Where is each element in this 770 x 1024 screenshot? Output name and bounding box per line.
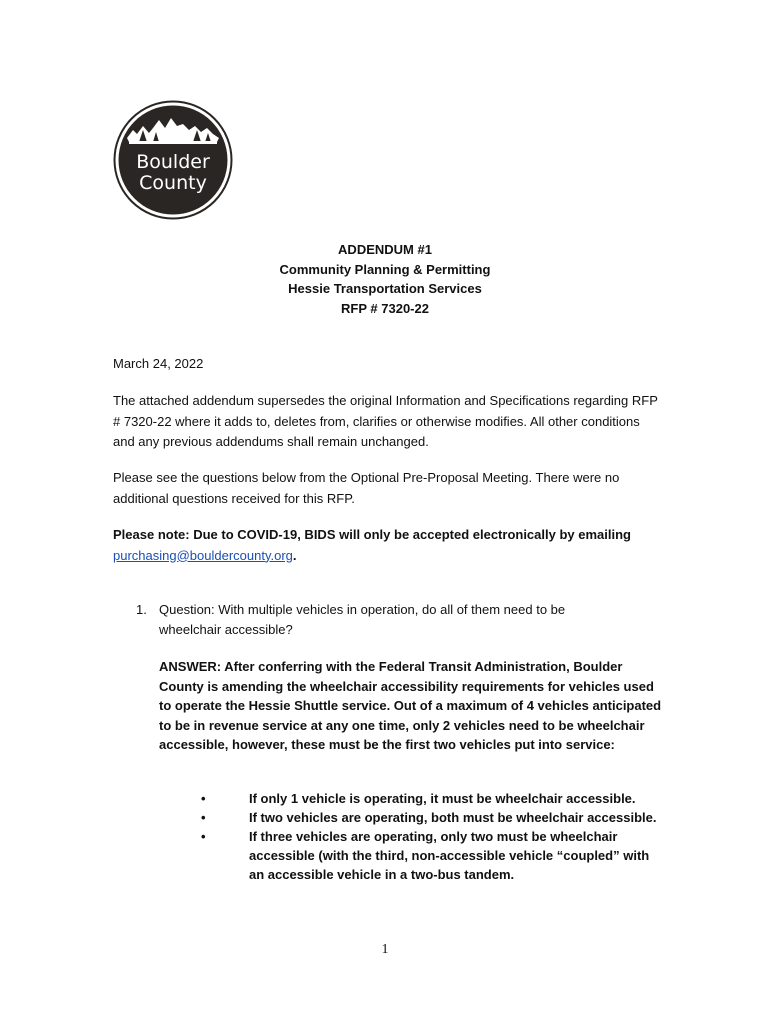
- rfp-number: RFP # 7320-22: [341, 300, 429, 316]
- note-suffix: .: [292, 547, 297, 563]
- list-item-text: If only 1 vehicle is operating, it must be wheelchair accessible.: [249, 791, 636, 806]
- purchasing-email-link[interactable]: purchasing@bouldercounty.org: [113, 547, 293, 563]
- answer-bullet-list: [0, 789, 770, 884]
- bullet-icon: •: [201, 829, 206, 844]
- answer-text: ANSWER: After conferring with the Federal Transit Administration, Boulder County is amending the wheelchair accessibility requirements for vehicles used to operate the Hessie Shuttle service. Out of a maximum of 4 vehicles anticipated to be in revenue service at any one time, only 2 vehicles need to be wheelchair accessible, however, these must be the first two vehicles put into service:: [159, 659, 662, 752]
- questions-intro-paragraph: Please see the questions below from the Optional Pre-Proposal Meeting. There were no additional questions received for this RFP.: [113, 470, 620, 506]
- bullet-icon: •: [201, 810, 206, 825]
- boulder-county-logo: [113, 100, 233, 220]
- list-item-text: If three vehicles are operating, only two must be wheelchair accessible (with the third, non-accessible vehicle “coupled” with an accessible vehicle in a two-bus tandem.: [249, 829, 650, 882]
- document-header: [0, 240, 770, 318]
- intro-paragraph: The attached addendum supersedes the original Information and Specifications regarding RFP # 7320-22 where it adds to, deletes from, clarifies or otherwise modifies. All other conditions and any previous addendums shall remain unchanged.: [113, 393, 658, 449]
- covid-note: [113, 525, 658, 566]
- logo-text-county: County: [139, 172, 207, 194]
- list-item: [0, 827, 770, 884]
- page-number: 1: [381, 942, 389, 957]
- question-text: Question: With multiple vehicles in operation, do all of them need to be wheelchair accessible?: [159, 602, 566, 637]
- bullet-icon: •: [201, 791, 206, 806]
- list-item-text: If two vehicles are operating, both must be wheelchair accessible.: [249, 810, 657, 825]
- note-text: Please note: Due to COVID-19, BIDS will only be accepted electronically by emailing: [113, 527, 631, 542]
- list-item: [0, 789, 770, 808]
- document-date: March 24, 2022: [113, 356, 204, 371]
- list-item: [0, 808, 770, 827]
- project-name: Hessie Transportation Services: [288, 281, 482, 296]
- logo-text-boulder: Boulder: [136, 151, 210, 173]
- question-number: 1.: [136, 602, 147, 617]
- department-name: Community Planning & Permitting: [279, 261, 491, 277]
- addendum-title: ADDENDUM #1: [338, 242, 432, 257]
